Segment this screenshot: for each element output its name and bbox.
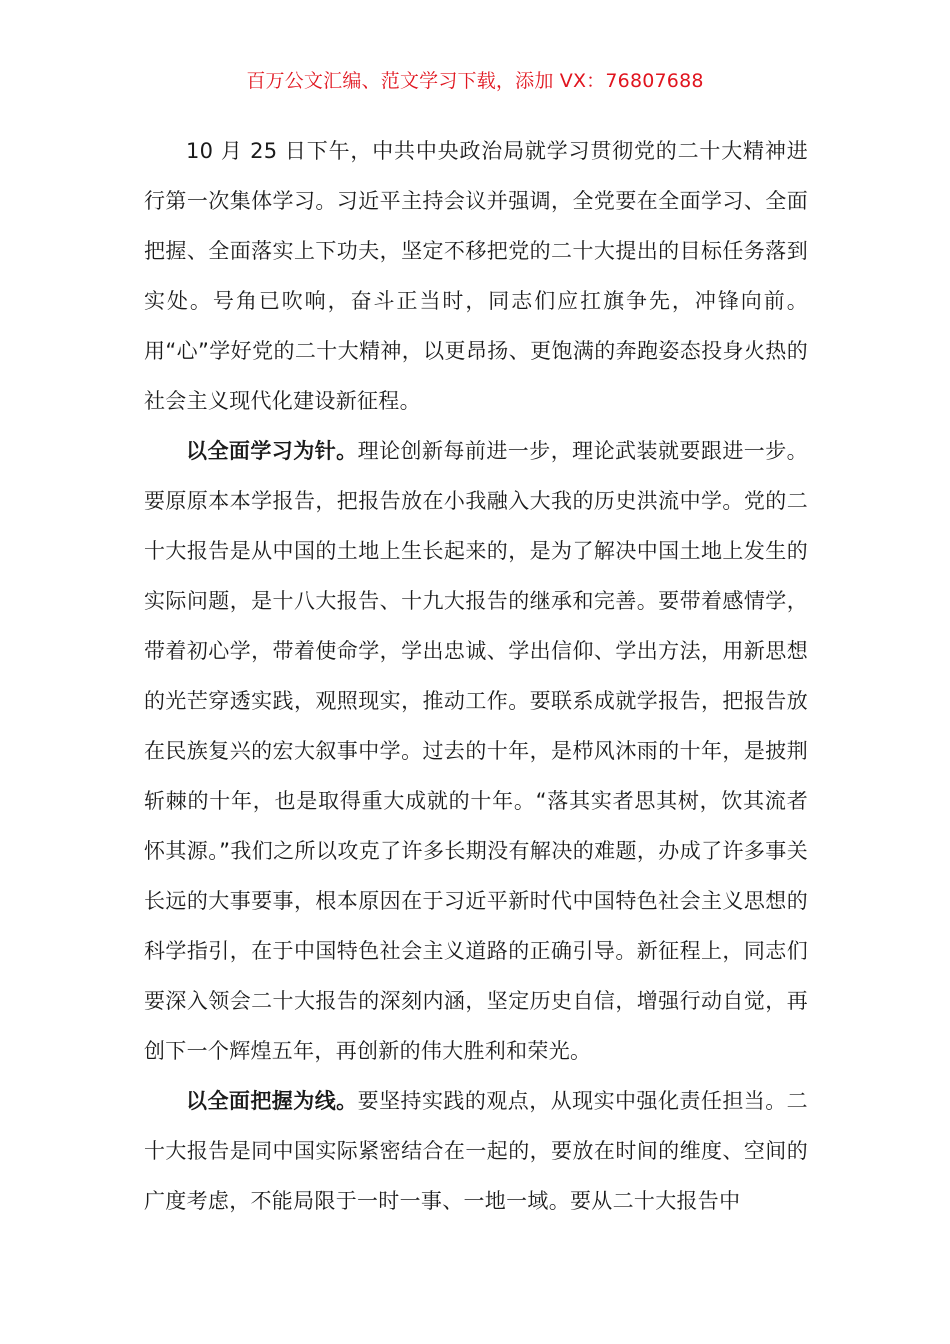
paragraph-grasp: [144, 1076, 808, 1226]
paragraph-text: 理论创新每前进一步，理论武装就要跟进一步。要原原本本学报告，把报告放在小我融入大我的历史洪流中学。党的二十大报告是从中国的土地上生长起来的，是为了解决中国土地上发生的实际问题，是十八大报告、十九大报告的继承和完善。要带着感情学，带着初心学，带着使命学，学出忠诚、学出信仰、学出方法，用新思想的光芒穿透实践，观照现实，推动工作。要联系成就学报告，把报告放在民族复兴的宏大叙事中学。过去的十年，是栉风沐雨的十年，是披荆斩棘的十年，也是取得重大成就的十年。“落其实者思其树，饮其流者怀其源。”我们之所以攻克了许多长期没有解决的难题，办成了许多事关长远的大事要事，根本原因在于习近平新时代中国特色社会主义思想的科学指引，在于中国特色社会主义道路的正确引导。新征程上，同志们要深入领会二十大报告的深刻内涵，坚定历史自信，增强行动自觉，再创下一个辉煌五年，再创新的伟大胜利和荣光。: [144, 439, 808, 1063]
paragraph-text: 要坚持实践的观点，从现实中强化责任担当。二十大报告是同中国实际紧密结合在一起的，要放在时间的维度、空间的广度考虑，不能局限于一时一事、一地一域。要从二十大报告中: [144, 1089, 808, 1213]
paragraph-text: 10 月 25 日下午，中共中央政治局就学习贯彻党的二十大精神进行第一次集体学习。习近平主持会议并强调，全党要在全面学习、全面把握、全面落实上下功夫，坚定不移把党的二十大提出的目标任务落到实处。号角已吹响，奋斗正当时，同志们应扛旗争先，冲锋向前。用“心”学好党的二十大精神，以更昂扬、更饱满的奔跑姿态投身火热的社会主义现代化建设新征程。: [144, 139, 808, 413]
article-body: [144, 126, 808, 1226]
paragraph-study: [144, 426, 808, 1076]
header-note: 百万公文汇编、范文学习下载，添加 VX：76807688: [246, 70, 704, 92]
paragraph-lead: 以全面学习为针。: [186, 439, 358, 463]
paragraph-lead: 以全面把握为线。: [186, 1089, 358, 1113]
paragraph-intro: [144, 126, 808, 426]
